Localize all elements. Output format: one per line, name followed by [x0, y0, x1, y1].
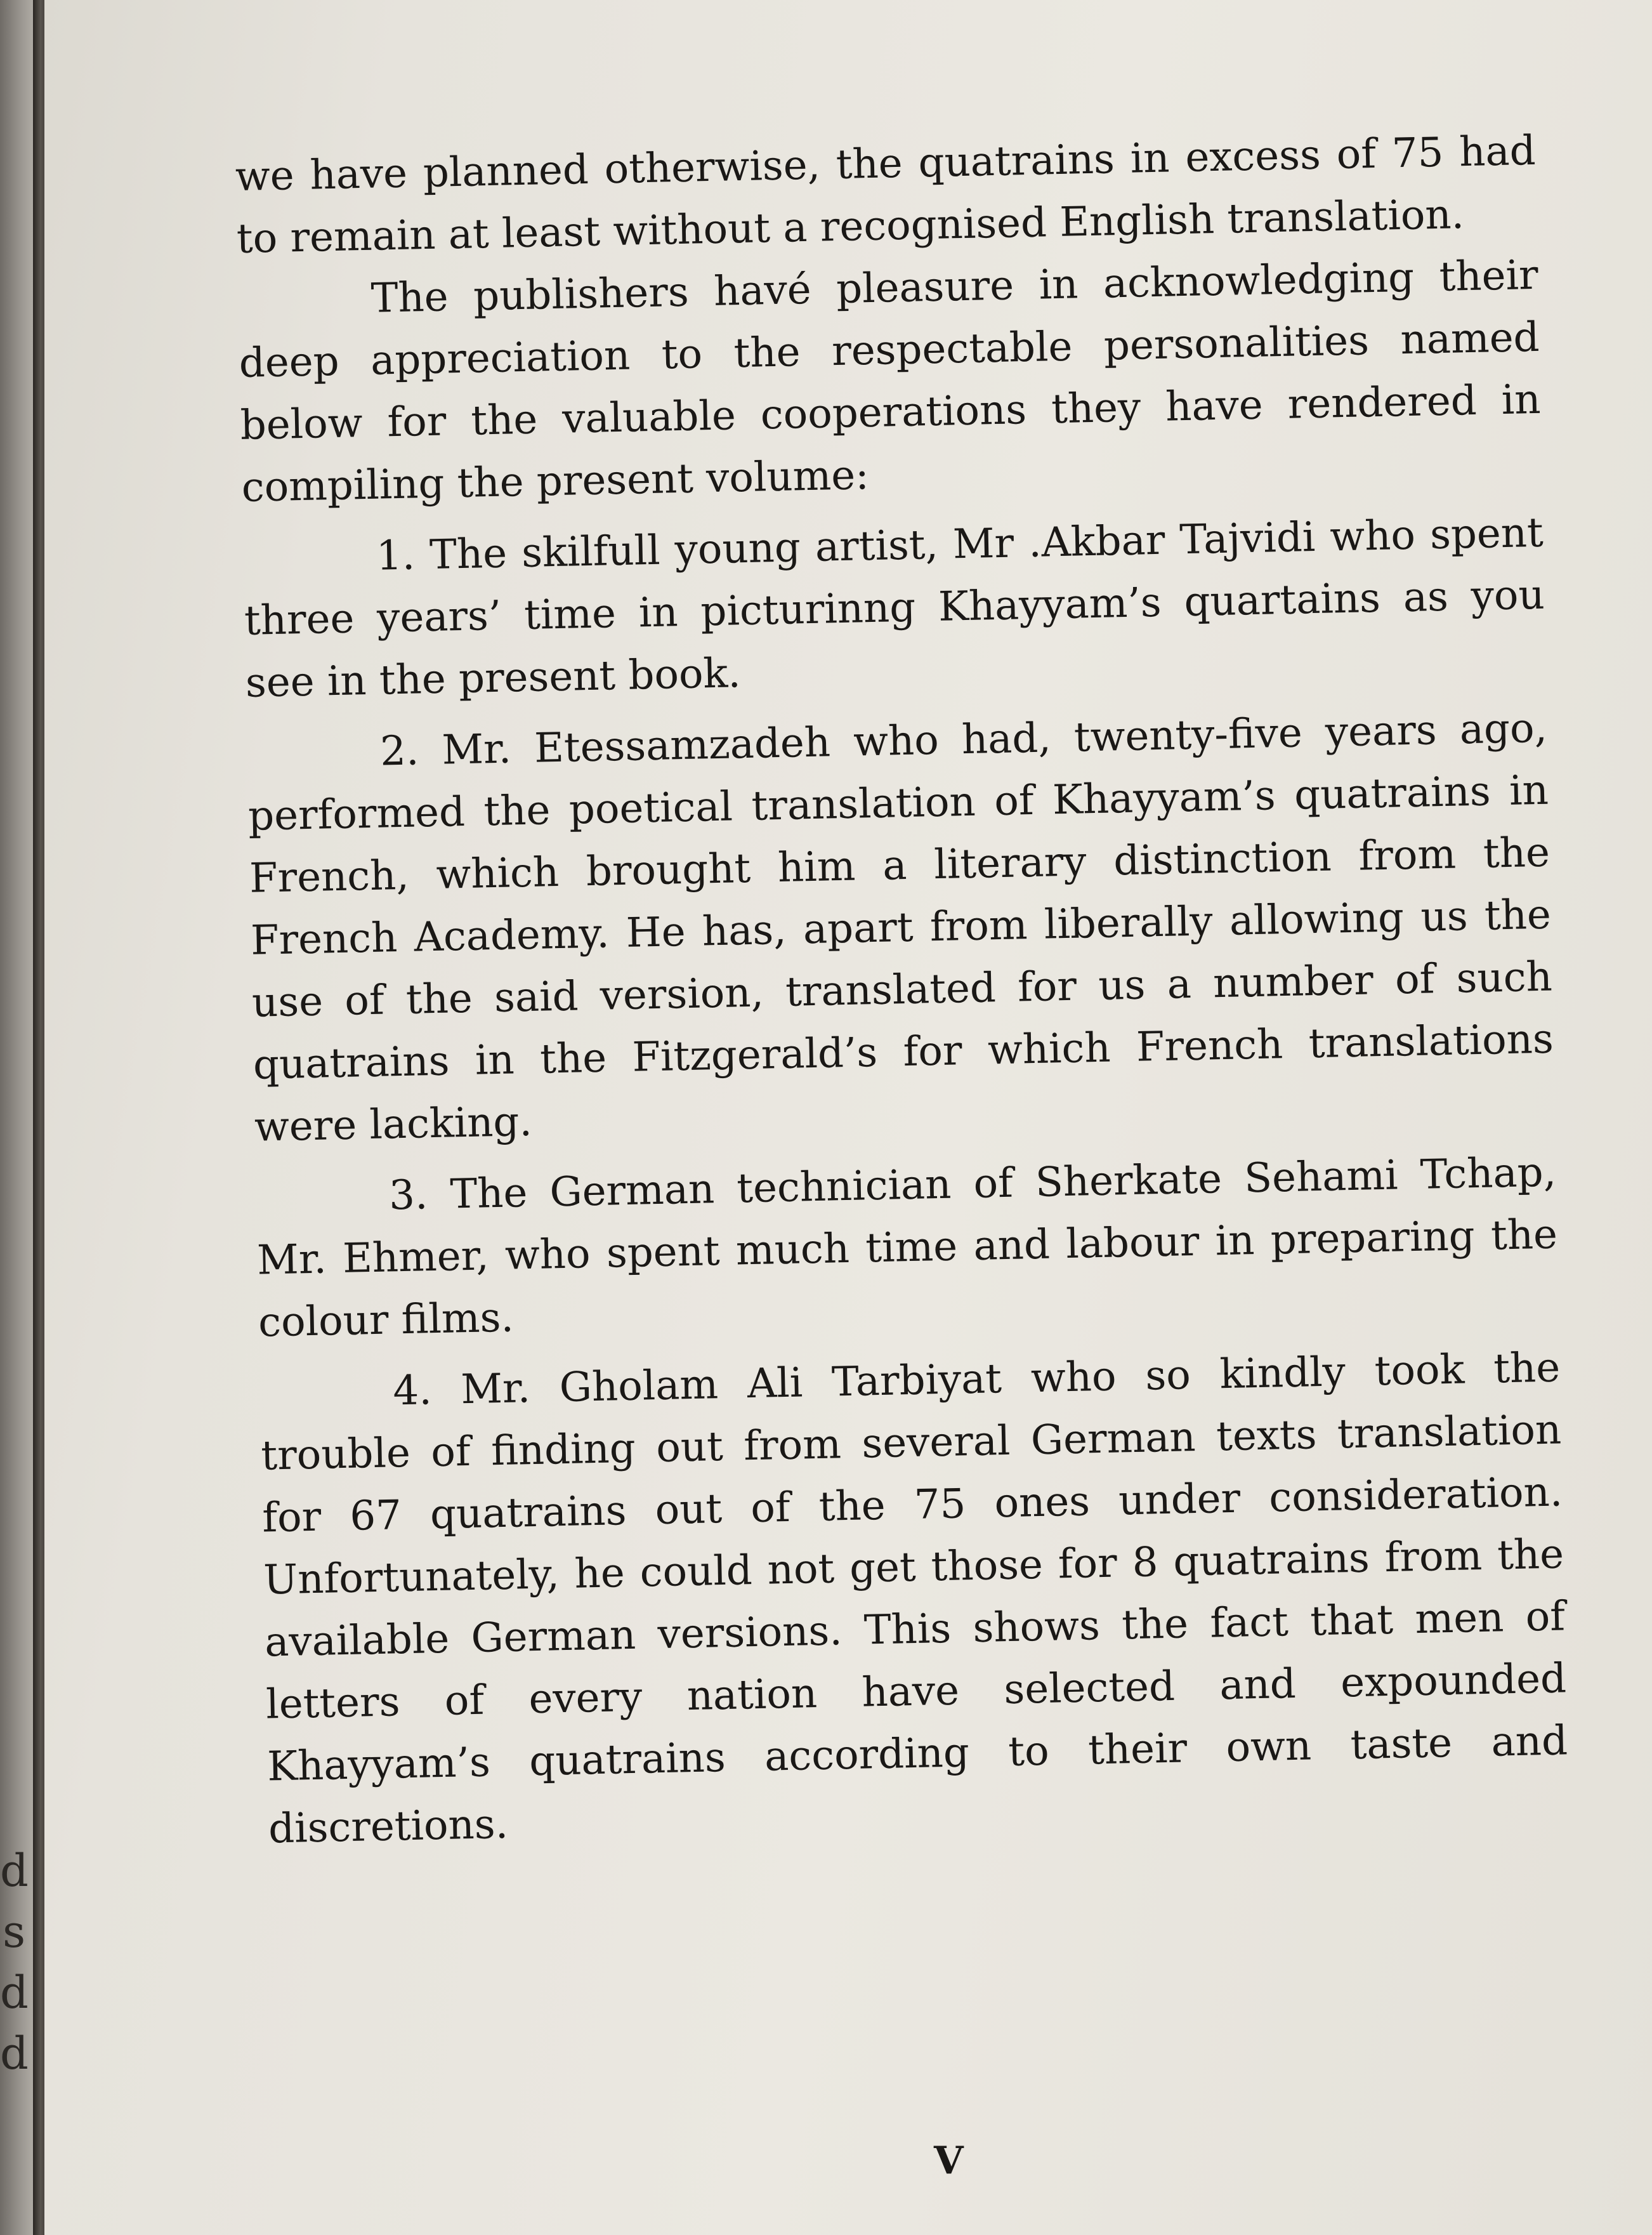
facing-page-edge	[0, 0, 38, 2235]
intro-paragraph: The publishers havé pleasure in acknowledging their deep appreciation to the respectable personalities named below for the valuable cooperations they have rendered in compiling the present volume:	[239, 251, 1542, 511]
list-item: 1. The skilfull young artist, Mr .Akbar Tajvidi who spent three years’ time in picturinng Khayyam’s quartains as you see in the present book.	[244, 509, 1545, 707]
list-item: 3. The German technician of Sherkate Sehami Tchap, Mr. Ehmer, who spent much time and labour in preparing the colour films.	[256, 1149, 1558, 1347]
page-number: V	[934, 2139, 964, 2183]
facing-letter: d	[0, 1845, 29, 1897]
facing-page-letters	[0, 1840, 29, 2084]
facing-letter: d	[0, 1967, 29, 2019]
book-page	[44, 0, 1652, 2235]
page-text	[235, 120, 1570, 1861]
facing-letter: s	[3, 1906, 25, 1958]
facing-letter: d	[0, 2027, 29, 2080]
lead-paragraph: we have planned otherwise, the quatrains in excess of 75 had to remain at least without a recognised English translation.	[235, 127, 1537, 263]
list-item: 4. Mr. Gholam Ali Tarbiyat who so kindly took the trouble of finding out from several German texts translation for 67 quatrains out of the 75 ones under consideration. Unfortunately, he could not get those for 8 quatrains from the available German versions. This shows the fact that men of letters of every nation have selected and expounded Khayyam’s quatrains according to their own taste and discretions.	[260, 1344, 1568, 1853]
list-item: 2. Mr. Etessamzadeh who had, twenty-five years ago, performed the poetical translation of Khayyam’s quatrains in French, which brought him a literary distinction from the French Academy. He has, apart from liberally allowing us the use of the said version, translated for us a number of such quatrains in the Fitzgerald’s for which French translations were lacking.	[247, 704, 1554, 1151]
